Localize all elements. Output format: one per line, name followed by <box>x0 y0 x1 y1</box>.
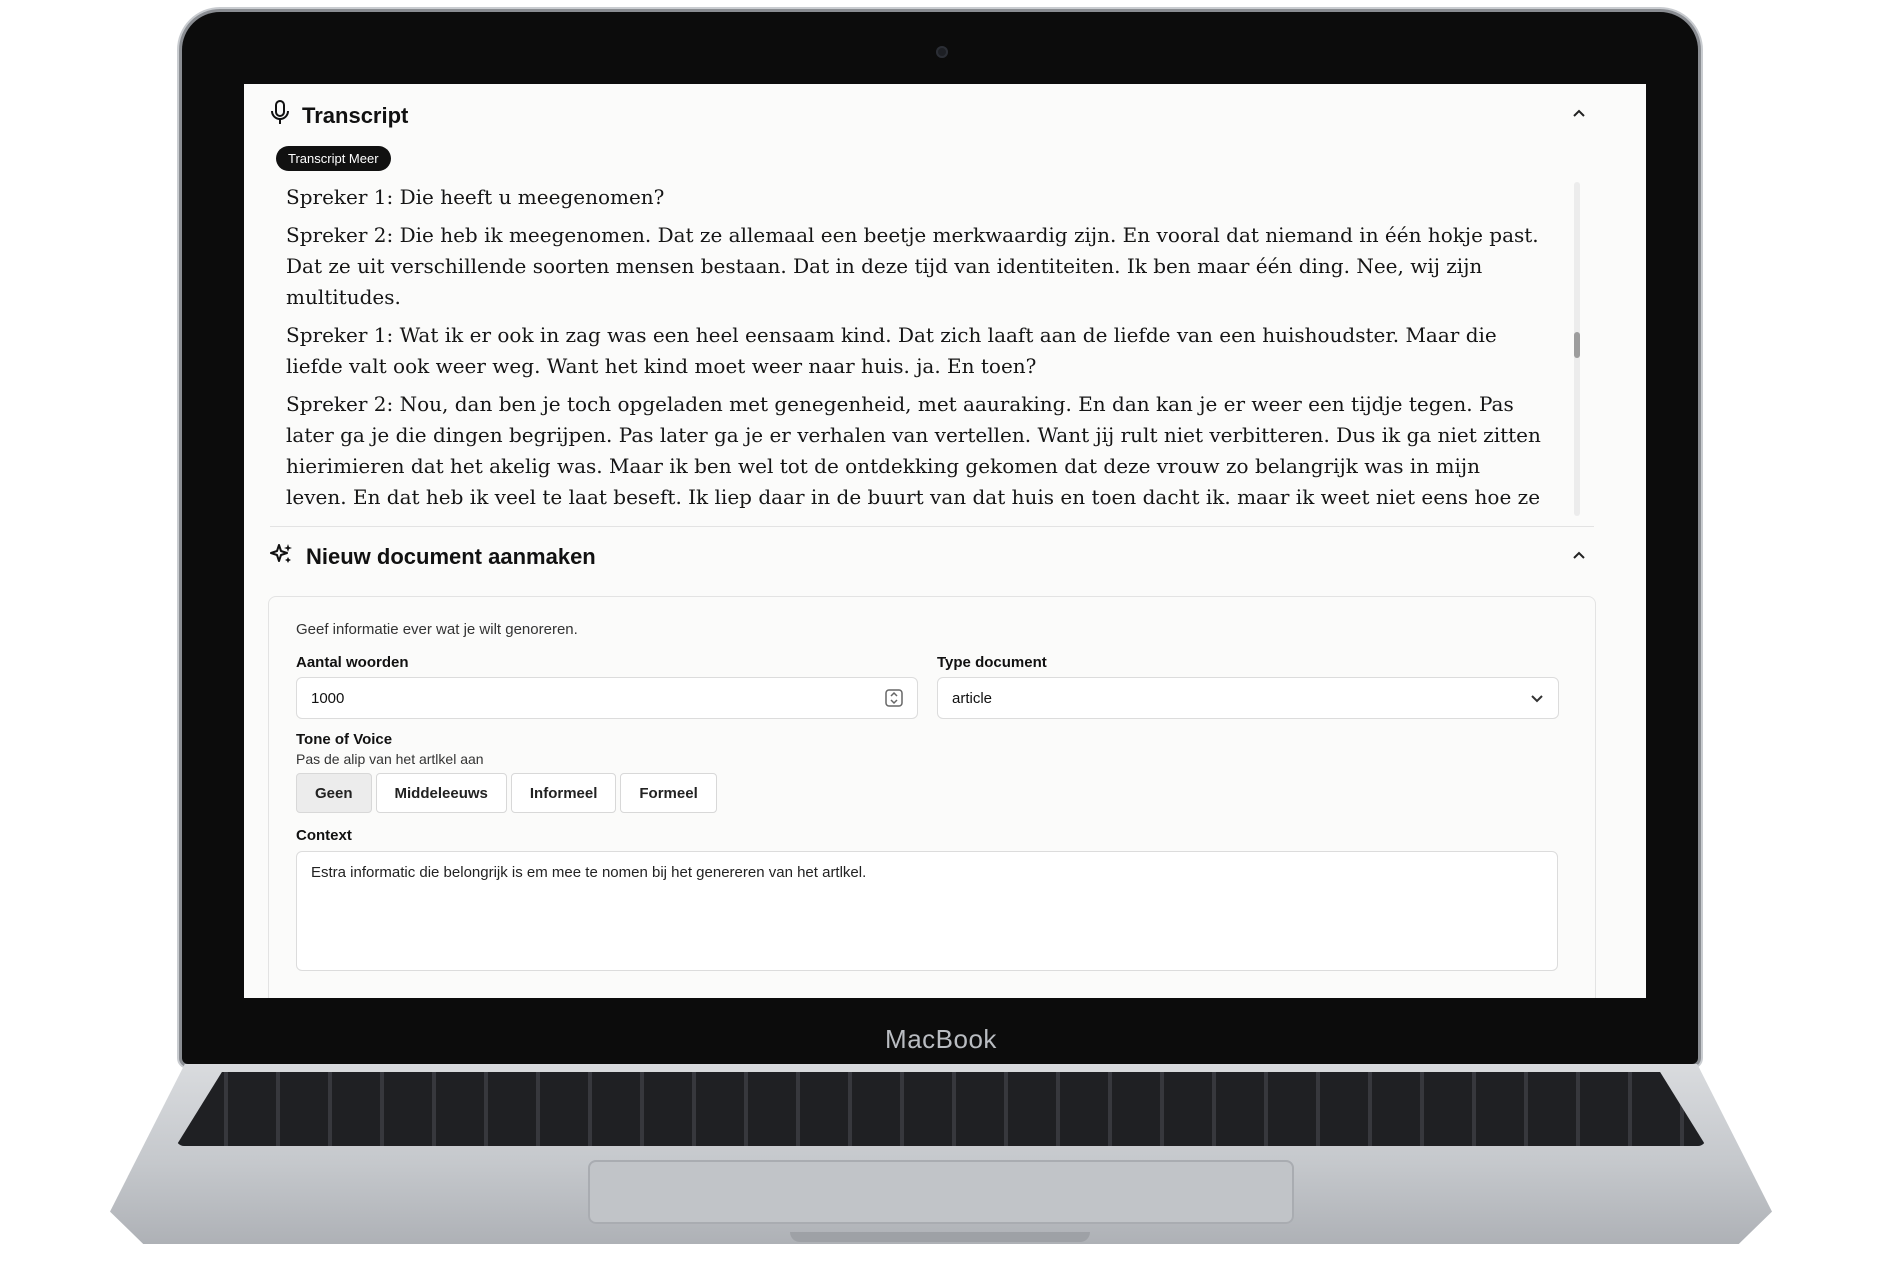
tone-option-middeleeuws[interactable]: Middeleeuws <box>376 773 507 813</box>
new-document-title: Nieuw document aanmaken <box>306 544 596 569</box>
doc-type-value: article <box>952 689 993 707</box>
transcript-more-badge[interactable]: Transcript Meer <box>276 146 391 171</box>
new-document-header[interactable] <box>270 542 596 572</box>
transcript-paragraph: Spreker 1: Wat ik er ook in zag was een heel eensaam kind. Dat zich laaft aan de liefde van een huishoudster. Maar die liefde valt ook weer weg. Want het kind moet weer naar huis. ja. En toen? <box>286 323 1497 378</box>
tone-option-geen[interactable]: Geen <box>296 773 372 813</box>
chevron-up-icon[interactable] <box>1568 544 1590 566</box>
laptop-lip <box>790 1232 1090 1242</box>
tone-option-formeel[interactable]: Formeel <box>620 773 716 813</box>
microphone-icon <box>270 100 290 132</box>
doc-type-label: Type document <box>937 654 1047 671</box>
section-divider <box>270 526 1594 527</box>
word-count-value: 1000 <box>311 689 345 707</box>
transcript-paragraph: Spreker 2: Die heb ik meegenomen. Dat ze allemaal een beetje merkwaardig zijn. En vooral dat niemand in één hokje past. Dat ze uit verschillende soorten mensen bestaan. Dat in deze tijd van identiteiten. Ik ben maar één ding. Nee, wij zijn multitudes. <box>286 223 1539 309</box>
context-value: Estra informatic die belongrijk is em mee te nomen bij het genereren van het artlkel. <box>311 864 867 881</box>
camera-icon <box>936 46 948 58</box>
stepper-icon[interactable] <box>885 689 903 707</box>
tone-help: Pas de alip van het artlkel aan <box>296 751 484 767</box>
new-document-form <box>268 596 1596 998</box>
transcript-paragraph: Spreker 2: Nou, dan ben je toch opgeladen met genegenheid, met aauraking. En dan kan je er weer een tijdje tegen. Pas later ga je die dingen begrijpen. Pas later ga je er verhalen van vertellen. Want jij rult niet verbitteren. Dus ik ga niet zitten hierimieren dat het akelig was. Maar ik ben wel tot de ontdekking gekomen dat deze vrouw zo belangrijk was in mijn leven. En dat heb ik veel te laat beseft. Ik liep daar in de buurt van dat huis en toen dacht ik. maar ik weet niet eens hoe ze <box>286 392 1541 509</box>
word-count-label: Aantal woorden <box>296 654 409 671</box>
chevron-down-icon <box>1530 693 1544 703</box>
form-intro: Geef informatie ever wat je wilt genoreren. <box>296 621 578 638</box>
context-label: Context <box>296 827 352 844</box>
keyboard <box>176 1072 1706 1146</box>
transcript-scrollbar[interactable] <box>1574 182 1580 516</box>
tone-option-informeel[interactable]: Informeel <box>511 773 617 813</box>
context-textarea[interactable] <box>296 851 1558 971</box>
sparkles-icon <box>270 542 294 572</box>
transcript-title: Transcript <box>302 103 409 128</box>
transcript-text <box>286 182 1546 516</box>
device-brand: MacBook <box>885 1024 997 1054</box>
tone-options <box>296 773 717 813</box>
app-screen <box>244 84 1646 998</box>
transcript-header[interactable] <box>270 100 408 132</box>
trackpad <box>588 1160 1294 1224</box>
chevron-up-icon[interactable] <box>1568 102 1590 124</box>
doc-type-select[interactable] <box>937 677 1559 719</box>
scrollbar-thumb[interactable] <box>1574 332 1580 358</box>
tone-label: Tone of Voice <box>296 731 393 748</box>
word-count-input[interactable] <box>296 677 918 719</box>
transcript-paragraph: Spreker 1: Die heeft u meegenomen? <box>286 185 665 209</box>
